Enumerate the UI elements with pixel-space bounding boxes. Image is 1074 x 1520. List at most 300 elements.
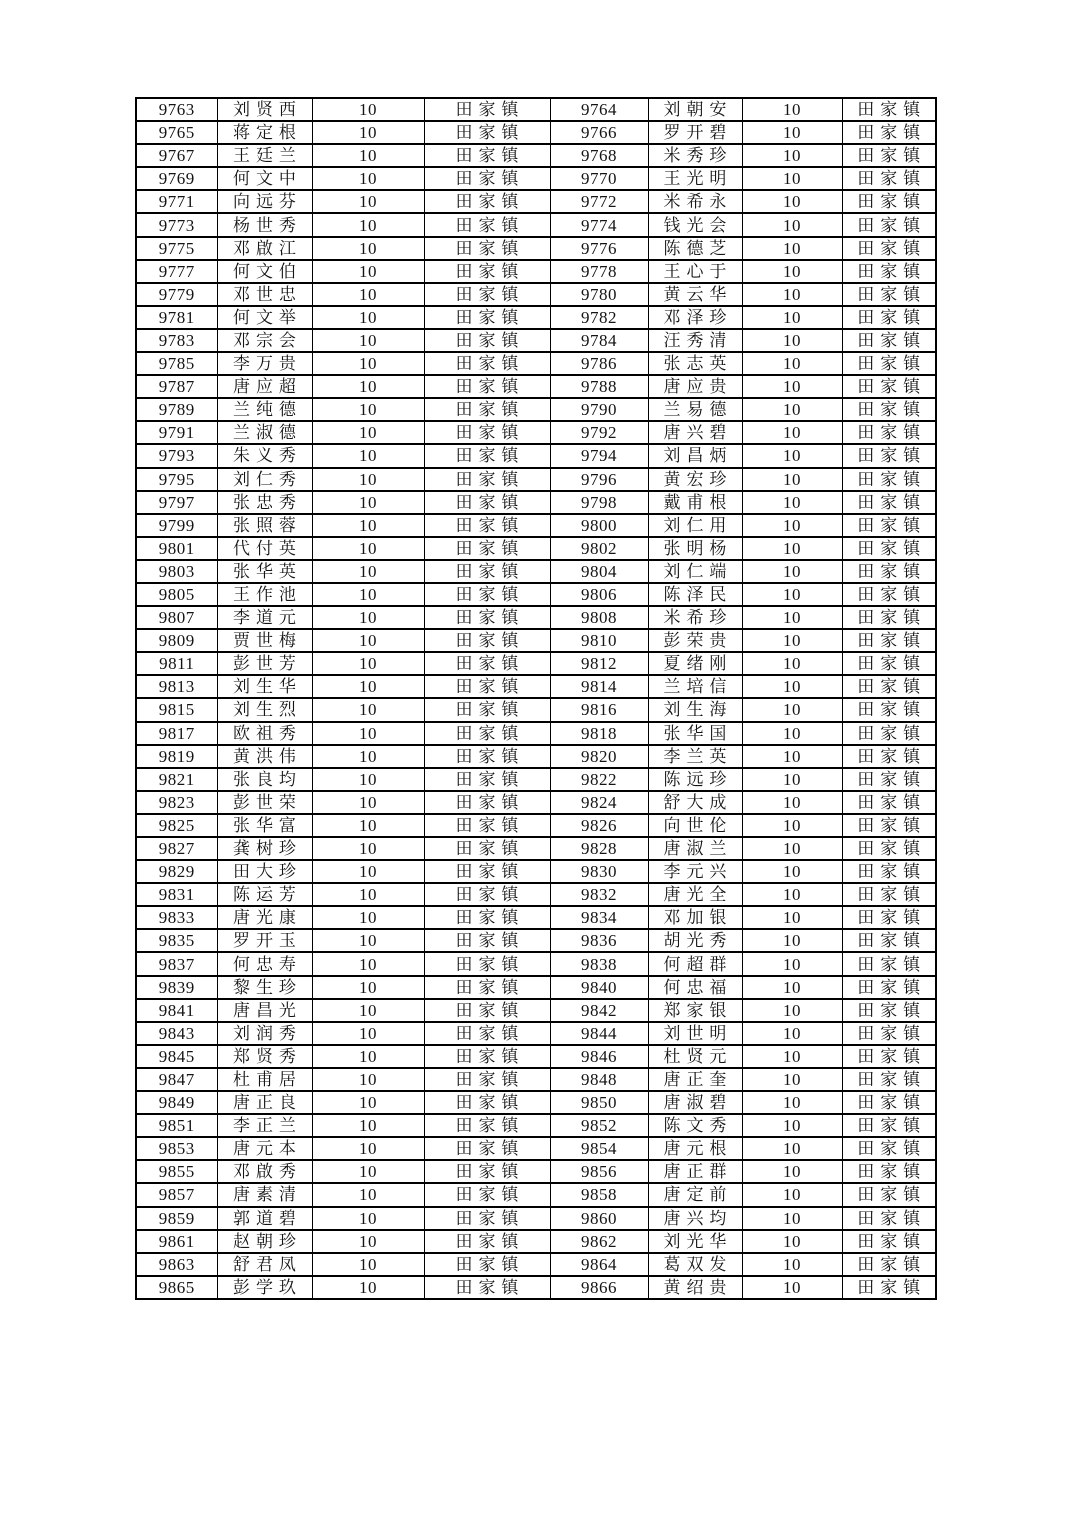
person-name-cell: 何文中 (217, 167, 312, 190)
amount-cell: 10 (742, 837, 842, 860)
amount-cell: 10 (312, 329, 424, 352)
amount-cell: 10 (742, 283, 842, 306)
town-cell: 田家镇 (424, 560, 550, 583)
town-cell: 田家镇 (842, 1068, 936, 1091)
town-cell: 田家镇 (842, 260, 936, 283)
town-cell: 田家镇 (842, 606, 936, 629)
amount-cell: 10 (742, 1253, 842, 1276)
person-name-cell: 唐光康 (217, 906, 312, 929)
table-row (136, 375, 936, 398)
town-cell: 田家镇 (424, 98, 550, 121)
serial-number-cell: 9812 (550, 652, 648, 675)
person-name-cell: 蒋定根 (217, 121, 312, 144)
person-name-cell: 米秀珍 (648, 144, 742, 167)
table-row (136, 444, 936, 467)
amount-cell: 10 (312, 144, 424, 167)
town-cell: 田家镇 (842, 652, 936, 675)
person-name-cell: 王作池 (217, 583, 312, 606)
amount-cell: 10 (742, 606, 842, 629)
amount-cell: 10 (312, 1253, 424, 1276)
town-cell: 田家镇 (424, 1022, 550, 1045)
serial-number-cell: 9785 (136, 352, 217, 375)
amount-cell: 10 (742, 999, 842, 1022)
table-row (136, 837, 936, 860)
amount-cell: 10 (312, 606, 424, 629)
amount-cell: 10 (742, 237, 842, 260)
amount-cell: 10 (742, 560, 842, 583)
table-row (136, 98, 936, 121)
person-name-cell: 李正兰 (217, 1114, 312, 1137)
town-cell: 田家镇 (424, 444, 550, 467)
serial-number-cell: 9771 (136, 190, 217, 213)
serial-number-cell: 9767 (136, 144, 217, 167)
person-name-cell: 王廷兰 (217, 144, 312, 167)
town-cell: 田家镇 (842, 675, 936, 698)
town-cell: 田家镇 (842, 398, 936, 421)
town-cell: 田家镇 (424, 883, 550, 906)
person-name-cell: 张志英 (648, 352, 742, 375)
table-row (136, 1276, 936, 1299)
amount-cell: 10 (742, 491, 842, 514)
town-cell: 田家镇 (424, 283, 550, 306)
person-name-cell: 陈文秀 (648, 1114, 742, 1137)
serial-number-cell: 9859 (136, 1207, 217, 1230)
town-cell: 田家镇 (424, 491, 550, 514)
person-name-cell: 邓加银 (648, 906, 742, 929)
person-name-cell: 刘光华 (648, 1230, 742, 1253)
person-name-cell: 舒大成 (648, 791, 742, 814)
amount-cell: 10 (742, 444, 842, 467)
person-name-cell: 唐定前 (648, 1183, 742, 1206)
amount-cell: 10 (742, 421, 842, 444)
serial-number-cell: 9857 (136, 1183, 217, 1206)
town-cell: 田家镇 (842, 1160, 936, 1183)
serial-number-cell: 9844 (550, 1022, 648, 1045)
person-name-cell: 唐兴均 (648, 1207, 742, 1230)
town-cell: 田家镇 (424, 629, 550, 652)
town-cell: 田家镇 (842, 883, 936, 906)
person-name-cell: 兰纯德 (217, 398, 312, 421)
table-row (136, 237, 936, 260)
table-row (136, 1068, 936, 1091)
amount-cell: 10 (742, 1160, 842, 1183)
person-name-cell: 何文伯 (217, 260, 312, 283)
amount-cell: 10 (742, 698, 842, 721)
person-name-cell: 邓啟江 (217, 237, 312, 260)
amount-cell: 10 (312, 1137, 424, 1160)
amount-cell: 10 (312, 999, 424, 1022)
town-cell: 田家镇 (842, 306, 936, 329)
serial-number-cell: 9828 (550, 837, 648, 860)
person-name-cell: 刘生华 (217, 675, 312, 698)
person-name-cell: 刘朝安 (648, 98, 742, 121)
town-cell: 田家镇 (424, 421, 550, 444)
amount-cell: 10 (312, 745, 424, 768)
person-name-cell: 刘仁秀 (217, 468, 312, 491)
serial-number-cell: 9853 (136, 1137, 217, 1160)
town-cell: 田家镇 (424, 514, 550, 537)
serial-number-cell: 9791 (136, 421, 217, 444)
amount-cell: 10 (742, 1230, 842, 1253)
town-cell: 田家镇 (842, 698, 936, 721)
serial-number-cell: 9854 (550, 1137, 648, 1160)
serial-number-cell: 9794 (550, 444, 648, 467)
town-cell: 田家镇 (424, 398, 550, 421)
amount-cell: 10 (742, 952, 842, 975)
serial-number-cell: 9820 (550, 745, 648, 768)
amount-cell: 10 (312, 929, 424, 952)
town-cell: 田家镇 (424, 1276, 550, 1299)
serial-number-cell: 9833 (136, 906, 217, 929)
amount-cell: 10 (742, 976, 842, 999)
amount-cell: 10 (312, 1230, 424, 1253)
serial-number-cell: 9824 (550, 791, 648, 814)
town-cell: 田家镇 (424, 1137, 550, 1160)
town-cell: 田家镇 (842, 167, 936, 190)
serial-number-cell: 9835 (136, 929, 217, 952)
serial-number-cell: 9778 (550, 260, 648, 283)
table-row (136, 860, 936, 883)
serial-number-cell: 9803 (136, 560, 217, 583)
table-row (136, 306, 936, 329)
town-cell: 田家镇 (842, 283, 936, 306)
serial-number-cell: 9814 (550, 675, 648, 698)
serial-number-cell: 9825 (136, 814, 217, 837)
serial-number-cell: 9790 (550, 398, 648, 421)
serial-number-cell: 9765 (136, 121, 217, 144)
person-name-cell: 郭道碧 (217, 1207, 312, 1230)
person-name-cell: 陈德芝 (648, 237, 742, 260)
town-cell: 田家镇 (842, 213, 936, 236)
serial-number-cell: 9818 (550, 722, 648, 745)
amount-cell: 10 (742, 1068, 842, 1091)
table-row (136, 1230, 936, 1253)
serial-number-cell: 9813 (136, 675, 217, 698)
town-cell: 田家镇 (842, 190, 936, 213)
person-name-cell: 杨世秀 (217, 213, 312, 236)
amount-cell: 10 (312, 306, 424, 329)
person-name-cell: 兰淑德 (217, 421, 312, 444)
serial-number-cell: 9784 (550, 329, 648, 352)
person-name-cell: 张华英 (217, 560, 312, 583)
amount-cell: 10 (312, 1091, 424, 1114)
town-cell: 田家镇 (842, 1137, 936, 1160)
person-name-cell: 唐淑兰 (648, 837, 742, 860)
serial-number-cell: 9826 (550, 814, 648, 837)
town-cell: 田家镇 (842, 144, 936, 167)
serial-number-cell: 9769 (136, 167, 217, 190)
amount-cell: 10 (312, 837, 424, 860)
town-cell: 田家镇 (424, 1183, 550, 1206)
serial-number-cell: 9846 (550, 1045, 648, 1068)
person-name-cell: 唐淑碧 (648, 1091, 742, 1114)
person-name-cell: 兰易德 (648, 398, 742, 421)
person-name-cell: 李元兴 (648, 860, 742, 883)
town-cell: 田家镇 (842, 1114, 936, 1137)
amount-cell: 10 (742, 814, 842, 837)
serial-number-cell: 9836 (550, 929, 648, 952)
amount-cell: 10 (312, 237, 424, 260)
person-name-cell: 唐元根 (648, 1137, 742, 1160)
amount-cell: 10 (312, 260, 424, 283)
town-cell: 田家镇 (842, 1022, 936, 1045)
amount-cell: 10 (312, 514, 424, 537)
person-name-cell: 刘生烈 (217, 698, 312, 721)
amount-cell: 10 (312, 976, 424, 999)
person-name-cell: 唐昌光 (217, 999, 312, 1022)
serial-number-cell: 9788 (550, 375, 648, 398)
person-name-cell: 张明杨 (648, 537, 742, 560)
amount-cell: 10 (742, 1022, 842, 1045)
amount-cell: 10 (742, 652, 842, 675)
serial-number-cell: 9802 (550, 537, 648, 560)
table-row (136, 560, 936, 583)
serial-number-cell: 9809 (136, 629, 217, 652)
person-name-cell: 向世伦 (648, 814, 742, 837)
serial-number-cell: 9800 (550, 514, 648, 537)
serial-number-cell: 9822 (550, 768, 648, 791)
serial-number-cell: 9793 (136, 444, 217, 467)
person-name-cell: 代付英 (217, 537, 312, 560)
serial-number-cell: 9838 (550, 952, 648, 975)
table-row (136, 1091, 936, 1114)
serial-number-cell: 9772 (550, 190, 648, 213)
town-cell: 田家镇 (842, 976, 936, 999)
table-row (136, 121, 936, 144)
serial-number-cell: 9832 (550, 883, 648, 906)
person-name-cell: 邓啟秀 (217, 1160, 312, 1183)
town-cell: 田家镇 (424, 675, 550, 698)
serial-number-cell: 9864 (550, 1253, 648, 1276)
town-cell: 田家镇 (842, 999, 936, 1022)
amount-cell: 10 (312, 1276, 424, 1299)
person-name-cell: 彭学玖 (217, 1276, 312, 1299)
person-name-cell: 彭世荣 (217, 791, 312, 814)
amount-cell: 10 (742, 537, 842, 560)
person-name-cell: 唐正良 (217, 1091, 312, 1114)
town-cell: 田家镇 (424, 144, 550, 167)
amount-cell: 10 (742, 745, 842, 768)
serial-number-cell: 9805 (136, 583, 217, 606)
amount-cell: 10 (312, 491, 424, 514)
person-name-cell: 葛双发 (648, 1253, 742, 1276)
serial-number-cell: 9811 (136, 652, 217, 675)
amount-cell: 10 (312, 560, 424, 583)
town-cell: 田家镇 (424, 1230, 550, 1253)
person-name-cell: 唐素清 (217, 1183, 312, 1206)
town-cell: 田家镇 (842, 560, 936, 583)
serial-number-cell: 9777 (136, 260, 217, 283)
town-cell: 田家镇 (424, 745, 550, 768)
serial-number-cell: 9807 (136, 606, 217, 629)
table-row (136, 329, 936, 352)
town-cell: 田家镇 (424, 606, 550, 629)
person-name-cell: 钱光会 (648, 213, 742, 236)
town-cell: 田家镇 (424, 375, 550, 398)
serial-number-cell: 9856 (550, 1160, 648, 1183)
town-cell: 田家镇 (424, 837, 550, 860)
person-name-cell: 李万贵 (217, 352, 312, 375)
amount-cell: 10 (312, 1068, 424, 1091)
person-name-cell: 刘贤西 (217, 98, 312, 121)
table-row (136, 1022, 936, 1045)
amount-cell: 10 (742, 929, 842, 952)
person-name-cell: 夏绪刚 (648, 652, 742, 675)
person-name-cell: 邓宗会 (217, 329, 312, 352)
person-name-cell: 王心于 (648, 260, 742, 283)
serial-number-cell: 9798 (550, 491, 648, 514)
town-cell: 田家镇 (842, 1276, 936, 1299)
amount-cell: 10 (312, 675, 424, 698)
amount-cell: 10 (312, 352, 424, 375)
serial-number-cell: 9863 (136, 1253, 217, 1276)
serial-number-cell: 9796 (550, 468, 648, 491)
amount-cell: 10 (312, 121, 424, 144)
table-row (136, 976, 936, 999)
amount-cell: 10 (312, 421, 424, 444)
amount-cell: 10 (312, 375, 424, 398)
serial-number-cell: 9858 (550, 1183, 648, 1206)
serial-number-cell: 9843 (136, 1022, 217, 1045)
table-row (136, 491, 936, 514)
town-cell: 田家镇 (842, 745, 936, 768)
amount-cell: 10 (742, 352, 842, 375)
amount-cell: 10 (312, 1207, 424, 1230)
serial-number-cell: 9808 (550, 606, 648, 629)
town-cell: 田家镇 (424, 1045, 550, 1068)
person-name-cell: 汪秀清 (648, 329, 742, 352)
amount-cell: 10 (742, 1183, 842, 1206)
table-row (136, 1045, 936, 1068)
amount-cell: 10 (742, 514, 842, 537)
serial-number-cell: 9866 (550, 1276, 648, 1299)
town-cell: 田家镇 (842, 121, 936, 144)
amount-cell: 10 (742, 1045, 842, 1068)
town-cell: 田家镇 (424, 329, 550, 352)
amount-cell: 10 (312, 768, 424, 791)
amount-cell: 10 (312, 98, 424, 121)
serial-number-cell: 9850 (550, 1091, 648, 1114)
amount-cell: 10 (742, 190, 842, 213)
person-name-cell: 贾世梅 (217, 629, 312, 652)
amount-cell: 10 (312, 906, 424, 929)
serial-number-cell: 9829 (136, 860, 217, 883)
table-row (136, 283, 936, 306)
town-cell: 田家镇 (842, 237, 936, 260)
town-cell: 田家镇 (842, 629, 936, 652)
person-name-cell: 张华富 (217, 814, 312, 837)
table-row (136, 768, 936, 791)
amount-cell: 10 (312, 468, 424, 491)
person-name-cell: 赵朝珍 (217, 1230, 312, 1253)
amount-cell: 10 (312, 952, 424, 975)
serial-number-cell: 9821 (136, 768, 217, 791)
person-name-cell: 朱义秀 (217, 444, 312, 467)
amount-cell: 10 (312, 814, 424, 837)
town-cell: 田家镇 (842, 837, 936, 860)
serial-number-cell: 9816 (550, 698, 648, 721)
person-name-cell: 刘昌炳 (648, 444, 742, 467)
person-name-cell: 刘世明 (648, 1022, 742, 1045)
serial-number-cell: 9823 (136, 791, 217, 814)
serial-number-cell: 9799 (136, 514, 217, 537)
amount-cell: 10 (742, 398, 842, 421)
table-row (136, 1114, 936, 1137)
town-cell: 田家镇 (842, 1183, 936, 1206)
person-name-cell: 米希珍 (648, 606, 742, 629)
amount-cell: 10 (742, 1276, 842, 1299)
amount-cell: 10 (312, 444, 424, 467)
amount-cell: 10 (312, 583, 424, 606)
town-cell: 田家镇 (424, 860, 550, 883)
serial-number-cell: 9783 (136, 329, 217, 352)
serial-number-cell: 9830 (550, 860, 648, 883)
serial-number-cell: 9776 (550, 237, 648, 260)
amount-cell: 10 (312, 1160, 424, 1183)
table-row (136, 144, 936, 167)
amount-cell: 10 (742, 167, 842, 190)
serial-number-cell: 9787 (136, 375, 217, 398)
person-name-cell: 唐兴碧 (648, 421, 742, 444)
person-name-cell: 刘润秀 (217, 1022, 312, 1045)
town-cell: 田家镇 (424, 722, 550, 745)
table-row (136, 952, 936, 975)
person-name-cell: 米希永 (648, 190, 742, 213)
serial-number-cell: 9834 (550, 906, 648, 929)
town-cell: 田家镇 (424, 698, 550, 721)
person-name-cell: 张照蓉 (217, 514, 312, 537)
town-cell: 田家镇 (424, 1253, 550, 1276)
table-row (136, 190, 936, 213)
table-row (136, 883, 936, 906)
town-cell: 田家镇 (842, 791, 936, 814)
person-name-cell: 张忠秀 (217, 491, 312, 514)
person-name-cell: 向远芬 (217, 190, 312, 213)
table-row (136, 906, 936, 929)
serial-number-cell: 9819 (136, 745, 217, 768)
amount-cell: 10 (312, 629, 424, 652)
serial-number-cell: 9865 (136, 1276, 217, 1299)
table-row (136, 698, 936, 721)
amount-cell: 10 (742, 121, 842, 144)
town-cell: 田家镇 (424, 999, 550, 1022)
person-name-cell: 邓世忠 (217, 283, 312, 306)
serial-number-cell: 9801 (136, 537, 217, 560)
amount-cell: 10 (742, 213, 842, 236)
person-name-cell: 胡光秀 (648, 929, 742, 952)
town-cell: 田家镇 (842, 1045, 936, 1068)
serial-number-cell: 9851 (136, 1114, 217, 1137)
person-name-cell: 黄洪伟 (217, 745, 312, 768)
person-name-cell: 陈远珍 (648, 768, 742, 791)
serial-number-cell: 9827 (136, 837, 217, 860)
amount-cell: 10 (312, 652, 424, 675)
table-row (136, 629, 936, 652)
town-cell: 田家镇 (424, 791, 550, 814)
person-name-cell: 李道元 (217, 606, 312, 629)
table-row (136, 1137, 936, 1160)
amount-cell: 10 (742, 98, 842, 121)
table-row (136, 352, 936, 375)
person-name-cell: 张华国 (648, 722, 742, 745)
person-name-cell: 郑家银 (648, 999, 742, 1022)
town-cell: 田家镇 (842, 514, 936, 537)
serial-number-cell: 9848 (550, 1068, 648, 1091)
serial-number-cell: 9806 (550, 583, 648, 606)
town-cell: 田家镇 (842, 468, 936, 491)
table-row (136, 398, 936, 421)
serial-number-cell: 9773 (136, 213, 217, 236)
